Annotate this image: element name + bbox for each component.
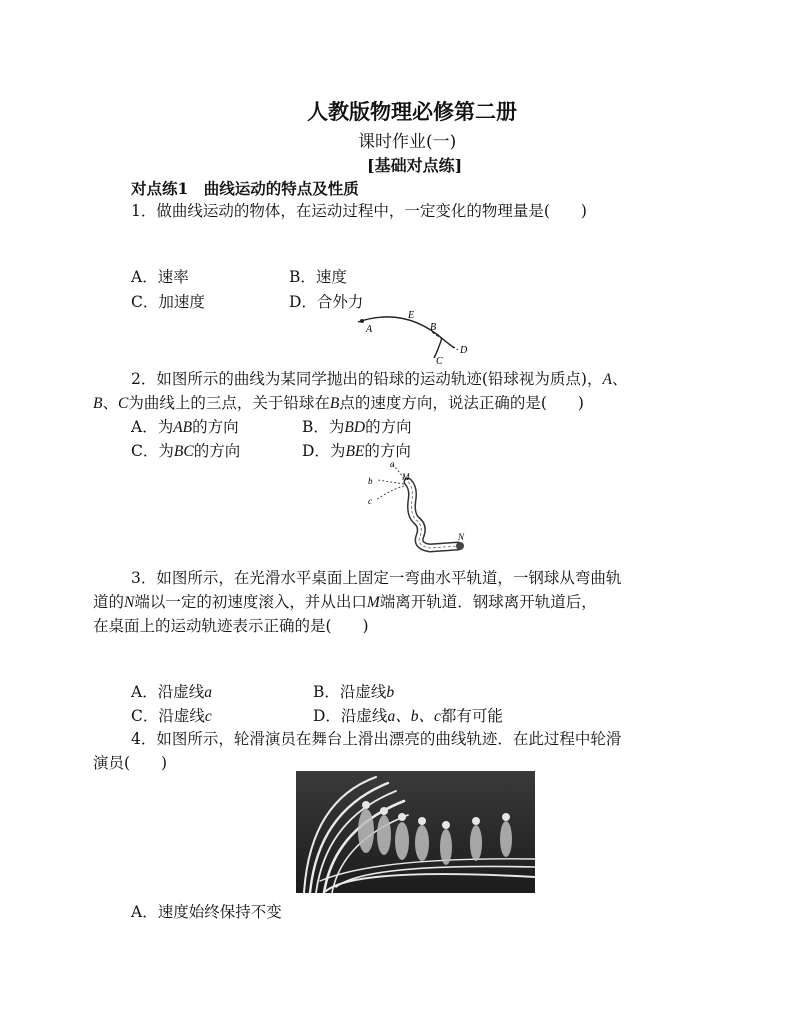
q2-option-d: D．为BE的方向	[302, 442, 411, 460]
q2-option-b: B．为BD的方向	[302, 418, 412, 436]
fig-label-a: a	[390, 460, 395, 469]
fig-label-e: E	[408, 310, 415, 321]
q3-option-c: C．沿虚线c	[131, 707, 212, 725]
fig-label-m: M	[402, 472, 410, 482]
roller-skater-photo	[296, 771, 535, 893]
q2-stem-line2: B、C为曲线上的三点，关于铅球在B点的速度方向，说法正确的是( )	[93, 394, 584, 412]
q1-option-c: C．加速度	[131, 293, 205, 311]
fig-label-b: B	[430, 322, 437, 333]
q1-option-d: D．合外力	[289, 293, 364, 311]
q3-stem-line2: 道的N端以一定的初速度滚入，并从出口M端离开轨道．钢球离开轨道后，	[93, 593, 597, 611]
fig-label-b: b	[368, 476, 373, 486]
page-title: 人教版物理必修第二册	[307, 99, 517, 124]
q1-option-a: A．速率	[131, 268, 189, 286]
q2-option-c: C．为BC的方向	[131, 442, 241, 460]
q3-stem-line1: 3．如图所示，在光滑水平桌面上固定一弯曲水平轨道，一钢球从弯曲轨	[131, 569, 622, 587]
track-figure	[360, 460, 475, 560]
point-a-marker	[360, 319, 364, 323]
section-heading: [基础对点练]	[367, 156, 463, 175]
q3-option-d: D．沿虚线a、b、c都有可能	[313, 707, 503, 725]
steel-ball	[456, 542, 464, 550]
fig-label-d: D	[460, 345, 468, 356]
q4-stem-line1: 4．如图所示，轮滑演员在舞台上滑出漂亮的曲线轨迹．在此过程中轮滑	[131, 730, 622, 748]
q1-stem: 1．做曲线运动的物体，在运动过程中，一定变化的物理量是( )	[131, 202, 587, 220]
fig-label-c: C	[436, 356, 443, 367]
q3-stem-line3: 在桌面上的运动轨迹表示正确的是( )	[93, 617, 369, 635]
fig-label-a: A	[366, 324, 373, 335]
q3-option-a: A．沿虚线a	[131, 683, 212, 701]
q3-option-b: B．沿虚线b	[313, 683, 395, 701]
fig-label-n: N	[458, 532, 465, 542]
fig-label-c: c	[368, 496, 372, 506]
q2-stem-line1: 2．如图所示的曲线为某同学抛出的铅球的运动轨迹(铅球视为质点)，A、	[131, 370, 628, 388]
trajectory-figure	[350, 310, 480, 368]
assignment-subtitle: 课时作业(一)	[358, 132, 457, 152]
q4-stem-line2: 演员( )	[93, 754, 168, 772]
q4-option-a: A．速度始终保持不变	[131, 903, 282, 921]
q2-option-a: A．为AB的方向	[131, 418, 239, 436]
q1-option-b: B．速度	[289, 268, 347, 286]
topic-heading: 对点练1 曲线运动的特点及性质	[131, 179, 359, 198]
